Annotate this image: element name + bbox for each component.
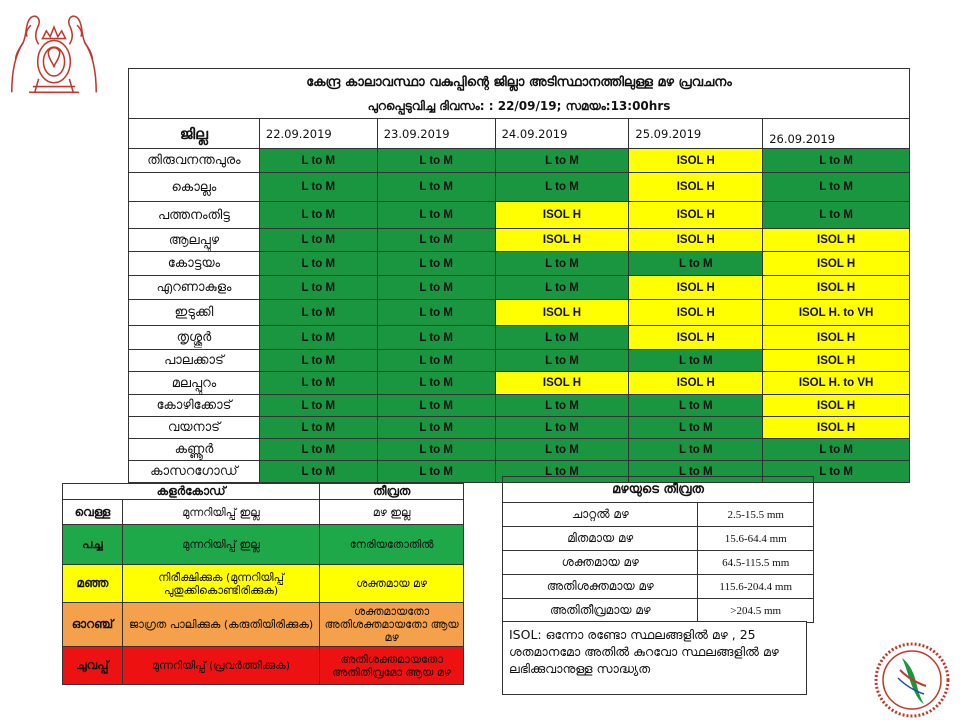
legend-intensity: ശക്തമായതോ അതിശക്തമായതോ ആയ മഴ [320,603,464,647]
legend-meaning: നിരീക്ഷിക്കുക (മുന്നറിയിപ്പ് പുതുക്കികൊണ്ടിരിക്കുക) [122,565,319,603]
legend-row [63,647,464,685]
legend-intensity: അതിശക്തമായതോ അതിതീവ്രമോ ആയ മഴ [320,647,464,685]
legend-intensity: മഴ ഇല്ല [320,500,464,525]
legend-meaning: മുന്നറിയിപ്പ് ഇല്ല [122,500,319,525]
district-forecast-table [128,68,910,483]
district-name: തിരുവനന്തപുരം [129,149,260,173]
legend-intensity: നേരിയതോതിൽ [320,525,464,565]
district-column-header: ജില്ല [129,119,260,149]
forecast-cell: ISOL H [763,395,910,417]
legend-color-name: വെള്ള [63,500,123,525]
intensity-row [503,503,814,527]
district-row [129,276,910,300]
district-name: കൊല്ലം [129,173,260,202]
forecast-cell: L to M [377,252,495,276]
legend-meaning: മുന്നറിയിപ്പ് ഇല്ല [122,525,319,565]
legend-row [63,500,464,525]
forecast-cell: ISOL H [629,372,763,395]
forecast-cell: L to M [259,173,377,202]
legend-row [63,565,464,603]
district-row [129,173,910,202]
legend-color-name: ഓറഞ്ച് [63,603,123,647]
legend-intensity-header: തീവ്രത [320,484,464,500]
forecast-cell: ISOL H [495,300,629,326]
forecast-cell: ISOL H [763,276,910,300]
forecast-cell: ISOL H [629,202,763,229]
legend-color-name: പച്ച [63,525,123,565]
district-row [129,326,910,350]
forecast-cell: L to M [629,417,763,439]
district-row [129,395,910,417]
legend-color-name: മഞ്ഞ [63,565,123,603]
legend-meaning: ജാഗ്രത പാലിക്കുക (കരുതിയിരിക്കുക) [122,603,319,647]
district-row [129,417,910,439]
color-code-legend-table [62,483,464,685]
forecast-cell: ISOL H [763,350,910,372]
district-name: തൃശ്ശൂർ [129,326,260,350]
district-name: കോഴിക്കോട് [129,395,260,417]
date-column-header: 26.09.2019 [763,119,910,149]
kerala-government-emblem-icon [6,4,102,100]
district-name: ആലപ്പുഴ [129,229,260,252]
district-row [129,149,910,173]
district-name: എറണാകുളം [129,276,260,300]
district-name: പാലക്കാട് [129,350,260,372]
kerala-disaster-management-logo-icon [872,640,952,720]
intensity-label: മിതമായ മഴ [503,527,698,551]
forecast-cell: L to M [377,149,495,173]
date-column-header: 24.09.2019 [495,119,629,149]
forecast-cell: L to M [629,439,763,461]
forecast-cell: L to M [259,229,377,252]
district-name: കണ്ണൂർ [129,439,260,461]
forecast-cell: L to M [377,439,495,461]
district-name: കാസറഗോഡ് [129,461,260,483]
forecast-cell: L to M [259,350,377,372]
forecast-cell: L to M [259,202,377,229]
forecast-cell: ISOL H [629,326,763,350]
district-row [129,350,910,372]
date-column-header: 22.09.2019 [259,119,377,149]
forecast-cell: L to M [259,372,377,395]
forecast-cell: ISOL H [629,149,763,173]
intensity-range: 64.5-115.5 mm [698,551,814,575]
forecast-cell: L to M [259,395,377,417]
forecast-cell: L to M [495,417,629,439]
district-row [129,252,910,276]
rain-intensity-table [502,476,814,623]
forecast-cell: L to M [377,173,495,202]
forecast-cell: L to M [377,461,495,483]
forecast-cell: ISOL H [495,202,629,229]
forecast-cell: ISOL H [763,229,910,252]
forecast-cell: L to M [495,276,629,300]
forecast-cell: L to M [495,149,629,173]
forecast-cell: L to M [763,439,910,461]
legend-intensity: ശക്തമായ മഴ [320,565,464,603]
date-column-header: 23.09.2019 [377,119,495,149]
forecast-cell: ISOL H [629,173,763,202]
district-row [129,300,910,326]
district-row [129,202,910,229]
forecast-cell: L to M [495,439,629,461]
district-row [129,372,910,395]
forecast-cell: L to M [629,350,763,372]
forecast-cell: L to M [377,326,495,350]
forecast-cell: L to M [377,202,495,229]
forecast-cell: ISOL H [495,372,629,395]
intensity-row [503,599,814,623]
intensity-range: 115.6-204.4 mm [698,575,814,599]
legend-row [63,525,464,565]
forecast-cell: ISOL H [629,300,763,326]
legend-color-code-header: കളർകോഡ് [63,484,320,500]
intensity-label: ചാറ്റൽ മഴ [503,503,698,527]
forecast-cell: ISOL H [629,276,763,300]
forecast-cell: L to M [259,149,377,173]
forecast-cell: ISOL H [763,326,910,350]
forecast-cell: L to M [495,326,629,350]
legend-color-name: ചുവപ്പ് [63,647,123,685]
forecast-cell: L to M [377,229,495,252]
forecast-cell: L to M [377,300,495,326]
forecast-cell: L to M [259,417,377,439]
forecast-cell: L to M [377,276,495,300]
forecast-cell: L to M [259,252,377,276]
forecast-cell: L to M [763,461,910,483]
forecast-cell: L to M [495,252,629,276]
forecast-cell: L to M [377,372,495,395]
intensity-row [503,527,814,551]
district-row [129,439,910,461]
forecast-cell: ISOL H [763,417,910,439]
date-column-header: 25.09.2019 [629,119,763,149]
intensity-label: അതിതീവ്രമായ മഴ [503,599,698,623]
forecast-cell: L to M [377,395,495,417]
intensity-row [503,551,814,575]
district-row [129,229,910,252]
forecast-cell: L to M [763,173,910,202]
forecast-cell: L to M [495,173,629,202]
district-name: പത്തനംതിട്ട [129,202,260,229]
forecast-cell: ISOL H. to VH [763,300,910,326]
forecast-cell: L to M [259,461,377,483]
rain-intensity-title: മഴയുടെ തീവ്രത [503,477,814,503]
forecast-cell: L to M [629,252,763,276]
forecast-cell: L to M [259,300,377,326]
forecast-cell: ISOL H. to VH [763,372,910,395]
intensity-range: >204.5 mm [698,599,814,623]
forecast-cell: L to M [629,395,763,417]
district-name: കോട്ടയം [129,252,260,276]
forecast-cell: ISOL H [495,229,629,252]
forecast-cell: L to M [259,276,377,300]
intensity-label: ശക്തമായ മഴ [503,551,698,575]
legend-meaning: മുന്നറിയിപ്പ് (പ്രവർത്തിക്കുക) [122,647,319,685]
forecast-cell: L to M [495,350,629,372]
forecast-cell: L to M [495,395,629,417]
intensity-range: 15.6-64.4 mm [698,527,814,551]
forecast-cell: L to M [377,417,495,439]
district-name: മലപ്പുറം [129,372,260,395]
forecast-cell: L to M [259,326,377,350]
forecast-cell: L to M [629,461,763,483]
intensity-label: അതിശക്തമായ മഴ [503,575,698,599]
district-name: ഇടുക്കി [129,300,260,326]
legend-row [63,603,464,647]
forecast-cell: L to M [495,461,629,483]
forecast-title: കേന്ദ്ര കാലാവസ്ഥാ വകുപ്പിന്റെ ജില്ലാ അടിസ്ഥാനത്തിലുള്ള മഴ പ്രവചനം [129,69,910,96]
forecast-cell: L to M [763,202,910,229]
district-name: വയനാട് [129,417,260,439]
forecast-cell: L to M [763,149,910,173]
isol-definition-note: ISOL: ഒന്നോ രണ്ടോ സ്ഥലങ്ങളിൽ മഴ , 25 ശതമാനമോ അതിൽ കുറവോ സ്ഥലങ്ങളിൽ മഴ ലഭിക്കുവാനുള്ള സാദ്ധ്യത [502,621,807,695]
forecast-cell: ISOL H [629,229,763,252]
forecast-cell: L to M [259,439,377,461]
forecast-cell: ISOL H [763,252,910,276]
issued-date-time: പുറപ്പെടുവിച്ച ദിവസം: : 22/09/19; സമയം:13:00hrs [129,95,910,119]
intensity-row [503,575,814,599]
intensity-range: 2.5-15.5 mm [698,503,814,527]
forecast-cell: L to M [377,350,495,372]
